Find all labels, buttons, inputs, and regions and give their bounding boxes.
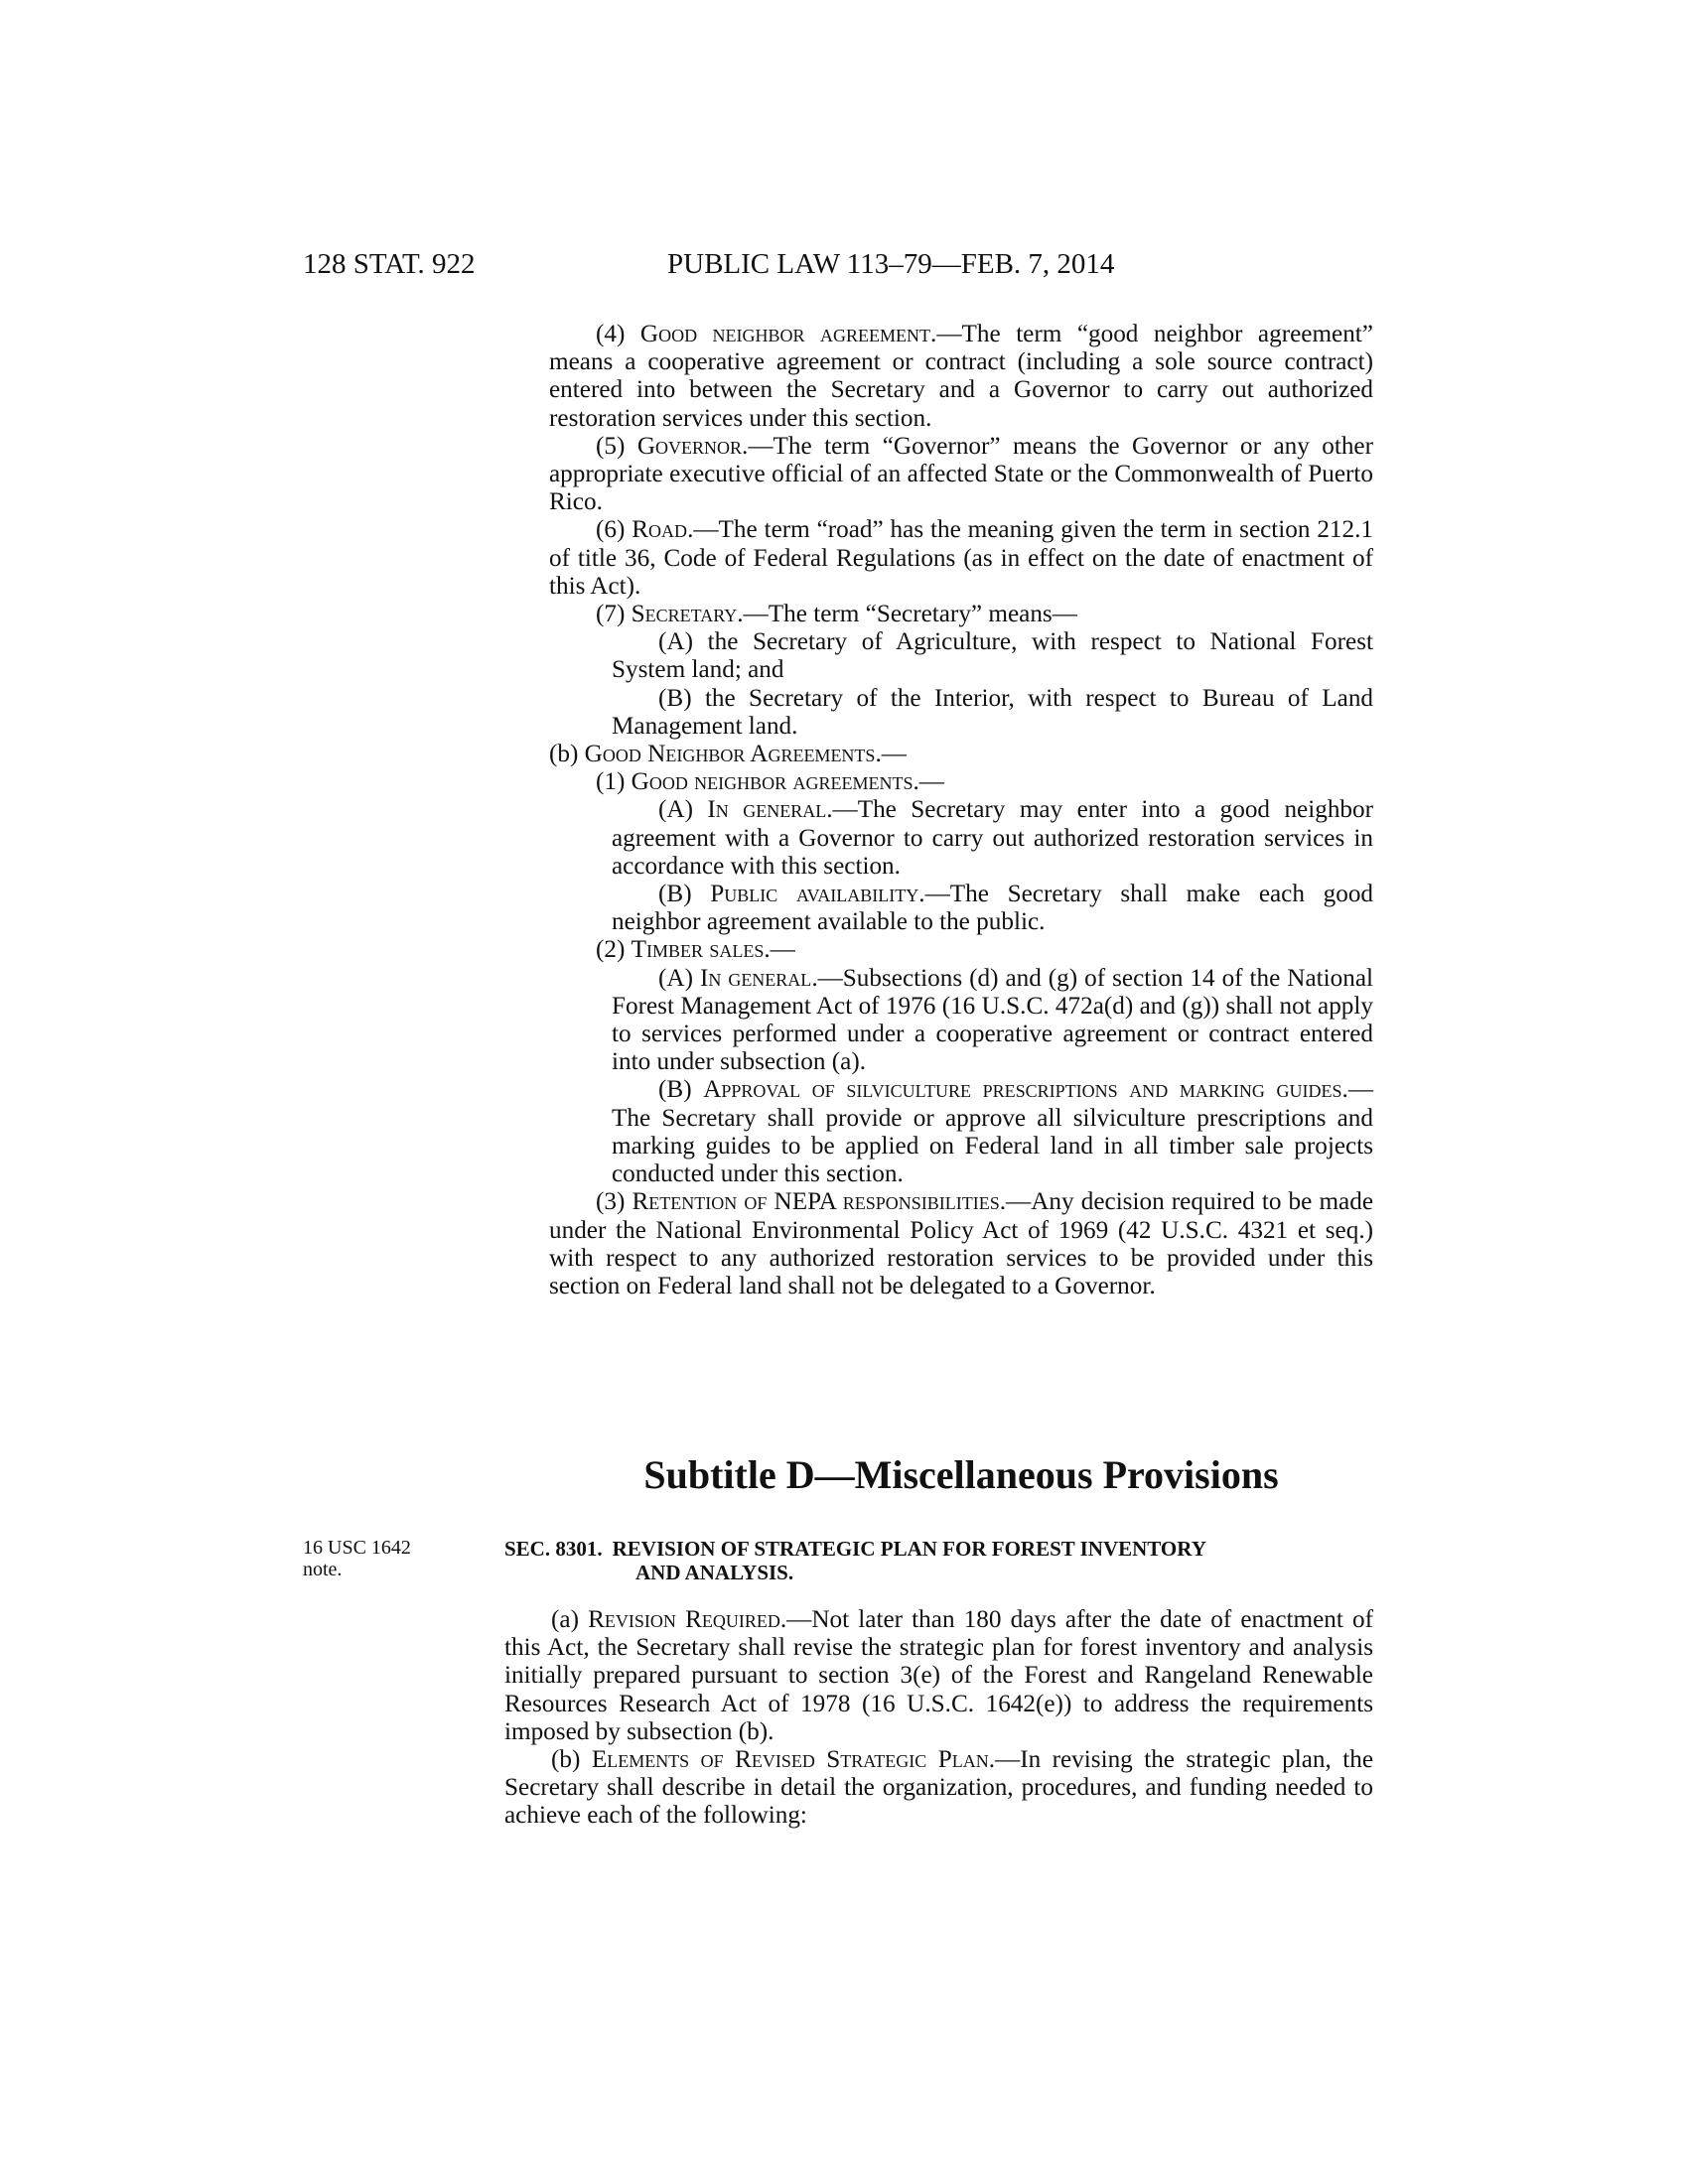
subsection-b-heading: (b) Good Neighbor Agreements.— <box>549 741 907 768</box>
definition-paragraph: (7) Secretary.—The term “Secretary” means— <box>596 601 1077 628</box>
definition-heading: Secretary <box>631 601 738 628</box>
paragraph-heading: (1) Good neighbor agreements.— <box>596 768 944 796</box>
statute-page-number: 128 STAT. 922 <box>303 248 476 280</box>
definition-paragraph: (6) Road.—The term “road” has the meaning given the term in section 212.1 of title 36, Code of Federal Regulations (as in effect on the date of enactment of this Act). <box>549 516 1374 600</box>
subparagraph: (A) In general.—Subsections (d) and (g) of section 14 of the National Forest Management Act of 1976 (16 U.S.C. 472a(d) and (g)) shall not apply to services performed under a cooperative agreement or contract entered into under subsection (a). <box>612 964 1374 1076</box>
definition-heading: Governor <box>636 432 743 460</box>
page-header <box>0 248 1688 288</box>
secretary-item: (B) the Secretary of the Interior, with respect to Bureau of Land Management land. <box>612 684 1374 740</box>
definitions-block <box>549 321 1373 1300</box>
paragraph-heading: (2) Timber sales.— <box>596 936 795 964</box>
definition-heading: Good neighbor agreement <box>639 321 931 347</box>
subtitle-heading: Subtitle D—Miscellaneous Provisions <box>643 1452 1279 1497</box>
definition-heading: Road <box>632 516 688 544</box>
section-heading: SEC. 8301. REVISION OF STRATEGIC PLAN FOR FOREST INVENTORY AND ANALYSIS. <box>504 1537 1206 1584</box>
definition-paragraph: (5) Governor.—The term “Governor” means the Governor or any other appropriate executive official of an affected State or the Commonwealth of Puerto Rico. <box>549 432 1374 516</box>
margin-note: 16 USC 1642 note. <box>303 1537 411 1580</box>
subparagraph: (A) In general.—The Secretary may enter into a good neighbor agreement with a Governor to carry out authorized restoration services in accordance with this section. <box>612 796 1373 880</box>
paragraph: (3) Retention of NEPA responsibilities.—Any decision required to be made under the National Environmental Policy Act of 1969 (42 U.S.C. 4321 et seq.) with respect to any authorized restoration services to be provided under this section on Federal land shall not be delegated to a Governor. <box>549 1188 1373 1299</box>
definition-paragraph: (4) Good neighbor agreement.—The term “good neighbor agreement” means a cooperative agreement or contract (including a sole source contract) entered into between the Secretary and a Governor to carry out authorized restoration services under this section. <box>549 321 1373 432</box>
subparagraph: (B) Approval of silviculture prescriptions and marking guides.—The Secretary shall provide or approve all silviculture prescriptions and marking guides to be applied on Federal land in all timber sale projects conducted under this section. <box>612 1076 1373 1188</box>
section-body <box>504 1606 1373 1831</box>
subsection-b: (b) Elements of Revised Strategic Plan.—In revising the strategic plan, the Secretary shall describe in detail the organization, procedures, and funding needed to achieve each of the following: <box>504 1746 1373 1830</box>
section-number: SEC. 8301. <box>504 1537 603 1561</box>
public-law-citation: PUBLIC LAW 113–79—FEB. 7, 2014 <box>667 248 1115 280</box>
subsection-a: (a) Revision Required.—Not later than 180 days after the date of enactment of this Act, the Secretary shall revise the strategic plan for forest inventory and analysis initially prepared pursuant to section 3(e) of the Forest and Rangeland Renewable Resources Research Act of 1978 (16 U.S.C. 1642(e)) to address the requirements imposed by subsection (b). <box>504 1606 1373 1745</box>
secretary-item: (A) the Secretary of Agriculture, with respect to National Forest System land; and <box>612 628 1374 684</box>
subparagraph: (B) Public availability.—The Secretary shall make each good neighbor agreement available to the public. <box>612 881 1374 936</box>
section-title: REVISION OF STRATEGIC PLAN FOR FOREST INVENTORY <box>612 1537 1206 1561</box>
